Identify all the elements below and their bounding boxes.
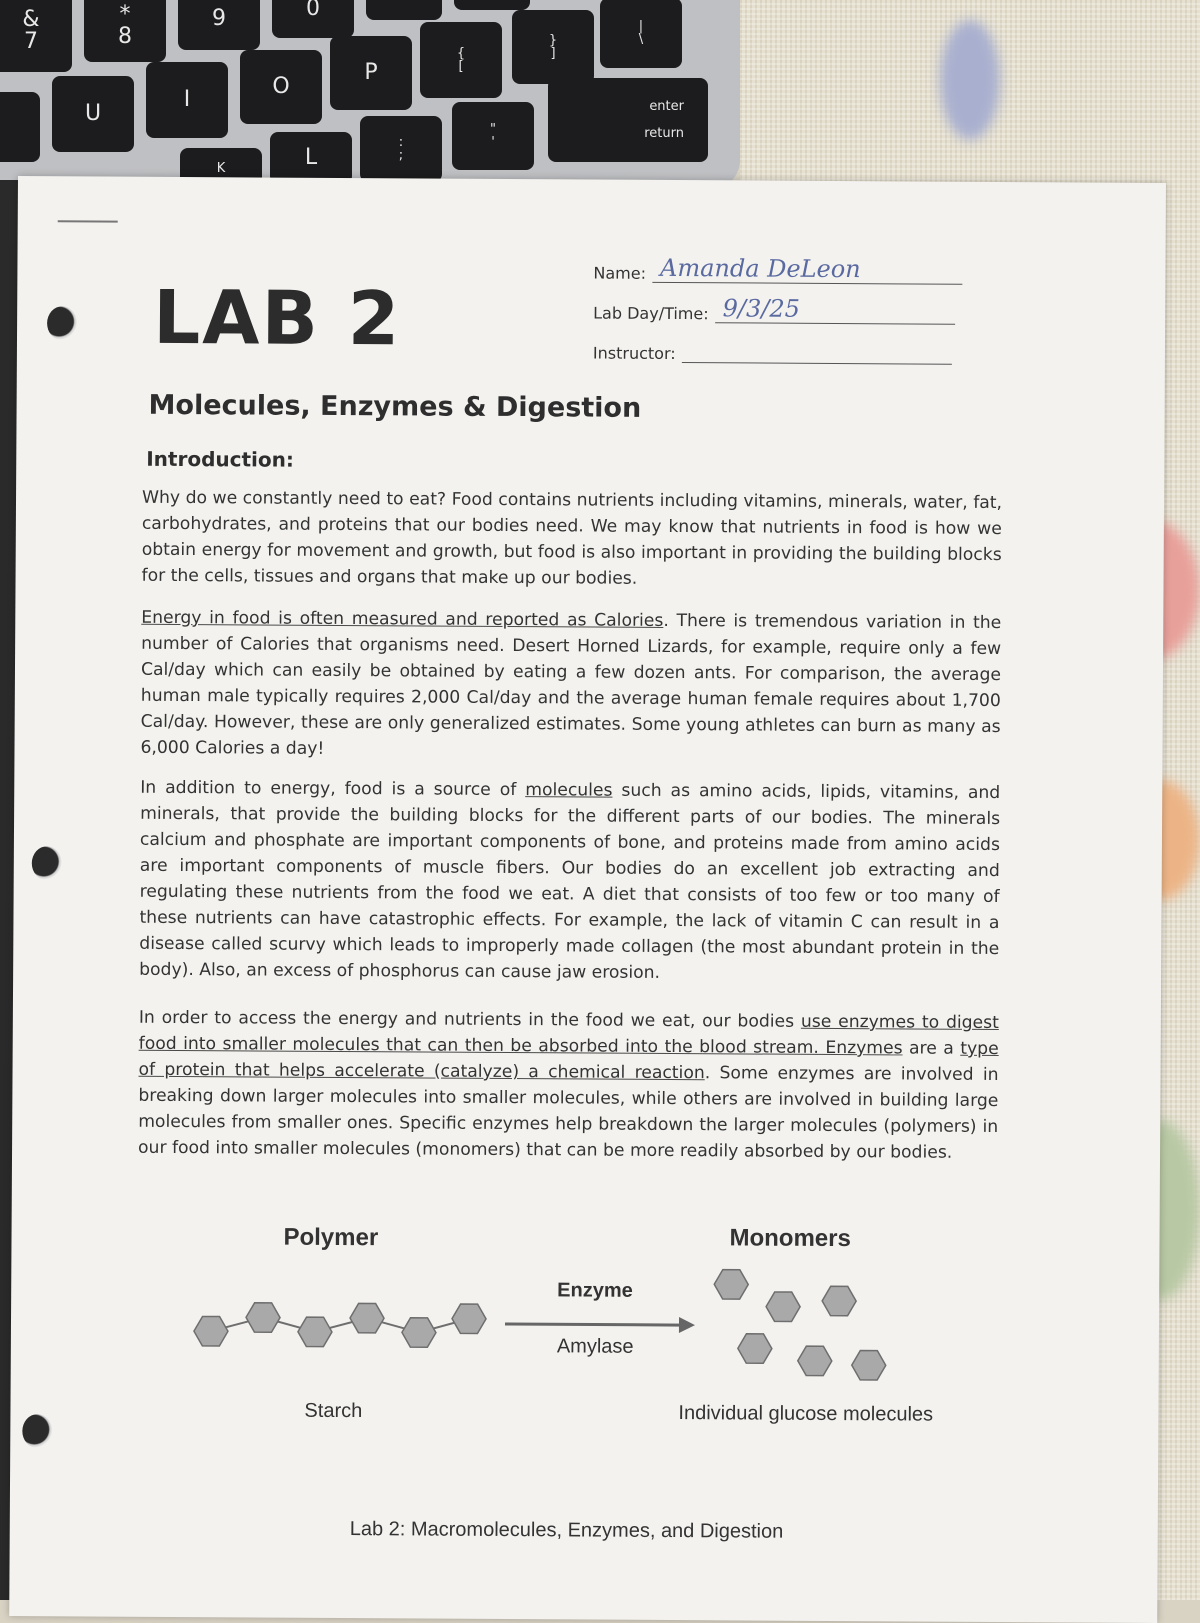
- digestion-diagram: [10, 1256, 1111, 1463]
- keyboard-key[interactable]: : ;: [360, 116, 442, 182]
- glucose-unit: [246, 1303, 280, 1333]
- glucose-unit: [350, 1303, 384, 1333]
- pencil-mark: [58, 220, 118, 222]
- intro-paragraph-4: In order to access the energy and nutrients in the food we eat, our bodies use enzymes to digest food into smaller molecules that can then be absorbed into the blood stream. Enzymes are a type of protein that helps accelerate (catalyze) a chemical reaction. Some enzymes are involved in breaking down larger molecules into smaller molecules, while others are involved in building large molecules from smaller ones. Specific enzymes help breakdown the larger molecules (polymers) in our food into smaller molecules (monomers) that can be more readily absorbed by our bodies.: [138, 1007, 999, 1163]
- underlined-text: type of protein that helps accelerate (catalyze) a chemical reaction: [138, 1038, 999, 1084]
- keyboard-key[interactable]: [454, 0, 530, 10]
- glucose-unit: [452, 1304, 486, 1334]
- lab-worksheet-page: [9, 176, 1166, 1623]
- keyboard-key[interactable]: & 7: [0, 0, 72, 72]
- laptop-keyboard: [0, 0, 740, 190]
- underlined-text: molecules: [525, 780, 613, 801]
- lab-day-line: [715, 294, 955, 324]
- keyboard-key[interactable]: " ': [452, 102, 534, 170]
- instructor-label: Instructor:: [592, 343, 676, 364]
- enter-key[interactable]: enter return: [548, 78, 708, 162]
- keyboard-key[interactable]: P: [330, 36, 412, 110]
- starch-label: Starch: [304, 1399, 363, 1423]
- glucose-molecule: [852, 1350, 886, 1380]
- page-footer: Lab 2: Macromolecules, Enzymes, and Digestion: [349, 1518, 784, 1543]
- lab-day-label: Lab Day/Time:: [593, 303, 709, 324]
- page-subtitle: Molecules, Enzymes & Digestion: [148, 389, 642, 424]
- keyboard-key[interactable]: [0, 92, 40, 162]
- lab-title: LAB 2: [152, 274, 402, 363]
- keyboard-key[interactable]: K: [180, 148, 262, 188]
- intro-paragraph-3: In addition to energy, food is a source of molecules such as amino acids, lipids, vitamins, and minerals, that provide the building blocks for the different parts of our bodies. The minerals calcium and phosphate are important components of bone, and proteins made from amino acids are important components of muscle fibers. Our bodies do an excellent job extracting and regulating these nutrients from the food we eat. A diet that consists of too few or too many of these nutrients can have catastrophic effects. For example, the lack of vitamin C can result in a disease called scurvy which leads to improperly made collagen (the most abundant protein in the body). Also, an excess of phosphorus can cause jaw erosion.: [139, 777, 1001, 983]
- keyboard-key[interactable]: [366, 0, 442, 20]
- polymer-label: Polymer: [283, 1223, 379, 1252]
- name-line: [652, 253, 962, 285]
- keyboard-key[interactable]: { [: [420, 22, 502, 98]
- intro-paragraph-1: Why do we constantly need to eat? Food contains nutrients including vitamins, minerals, water, fat, carbohydrates, and proteins that our bodies need. We may know that nutrients in food is how we obtain energy for movement and growth, but food is also important in providing the building blocks for the cells, tissues and organs that make up our bodies.: [141, 487, 1003, 589]
- underlined-text: Energy in food is often measured and reported as Calories: [141, 607, 664, 631]
- name-handwriting: Amanda DeLeon: [659, 253, 861, 284]
- introduction-heading: Introduction:: [146, 446, 295, 472]
- starch-chain: [194, 1302, 486, 1347]
- keyboard-key[interactable]: * 8: [84, 0, 166, 62]
- lab-day-handwriting: 9/3/25: [722, 294, 801, 323]
- name-label: Name:: [593, 263, 647, 283]
- keyboard-key[interactable]: O: [240, 50, 322, 124]
- instructor-line: [682, 340, 952, 365]
- intro-paragraph-2: Energy in food is often measured and reported as Calories. There is tremendous variation in the number of Calories that organisms need. Desert Horned Lizards, for example, require only a few Cal/day which can easily be obtained by eating a few dozen ants. For comparison, the average human male typically requires 2,000 Cal/day and the average human female requires about 1,700 Cal/day. However, these are only generalized estimates. Some young athletes can burn as many as 6,000 Calories a day!: [140, 607, 1002, 759]
- name-field[interactable]: [593, 253, 962, 285]
- keyboard-key[interactable]: | \: [600, 0, 682, 68]
- underlined-text: use enzymes to digest food into smaller molecules that can then be absorbed into the blood stream. Enzymes: [138, 1011, 999, 1059]
- keyboard-key[interactable]: 0: [272, 0, 354, 38]
- glucose-unit: [298, 1317, 332, 1347]
- keyboard-key[interactable]: U: [52, 76, 134, 152]
- binder-hole: [32, 846, 62, 880]
- glucose-unit: [402, 1318, 436, 1348]
- glucose-monomers: [714, 1270, 887, 1380]
- enzyme-label: Enzyme: [557, 1279, 633, 1302]
- glucose-label: Individual glucose molecules: [678, 1402, 934, 1426]
- glucose-molecule: [798, 1346, 832, 1376]
- amylase-label: Amylase: [556, 1335, 634, 1358]
- keyboard-key[interactable]: 9: [178, 0, 260, 50]
- glucose-molecule: [822, 1286, 856, 1316]
- glucose-unit: [194, 1316, 228, 1346]
- monomers-label: Monomers: [729, 1224, 851, 1253]
- keyboard-key[interactable]: } ]: [512, 10, 594, 84]
- glucose-molecule: [766, 1292, 800, 1322]
- instructor-field[interactable]: [593, 340, 952, 365]
- glucose-molecule: [738, 1334, 772, 1364]
- glucose-molecule: [714, 1270, 748, 1300]
- binder-hole: [47, 306, 77, 340]
- flower-pattern: [940, 20, 1000, 140]
- reaction-arrow: [505, 1316, 695, 1333]
- lab-day-field[interactable]: [593, 294, 955, 325]
- keyboard-key[interactable]: I: [146, 62, 228, 138]
- keyboard-key[interactable]: L: [270, 132, 352, 184]
